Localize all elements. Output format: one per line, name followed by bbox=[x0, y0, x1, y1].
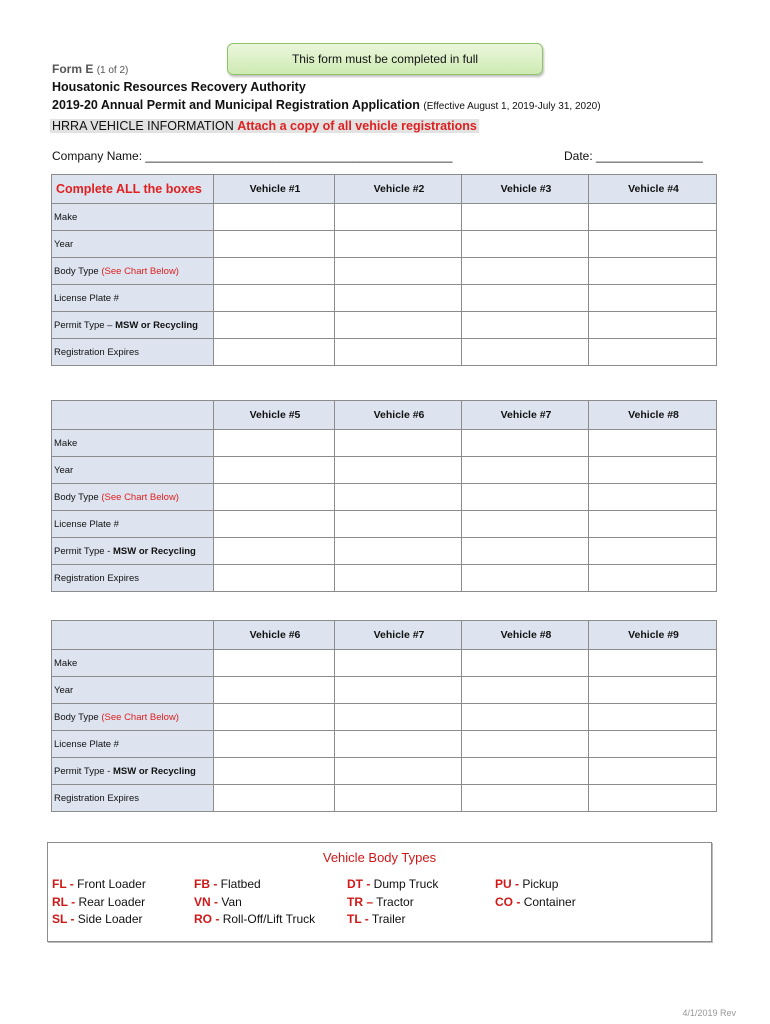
table-row bbox=[52, 258, 717, 285]
table-row bbox=[52, 704, 717, 731]
body-type-cell[interactable] bbox=[335, 484, 462, 511]
table-row bbox=[52, 731, 717, 758]
see-chart-note: (See Chart Below) bbox=[101, 491, 179, 503]
row-label-year: Year bbox=[52, 231, 214, 258]
body-type-cell[interactable] bbox=[589, 484, 717, 511]
legend-code: RO - bbox=[194, 912, 220, 926]
legend-item bbox=[194, 911, 315, 929]
year-cell[interactable] bbox=[462, 457, 589, 484]
year-cell[interactable] bbox=[589, 231, 717, 258]
reg-expires-cell[interactable] bbox=[589, 785, 717, 812]
body-type-cell[interactable] bbox=[214, 704, 335, 731]
legend-code: TL - bbox=[347, 912, 369, 926]
revision-date: 4/1/2019 Rev bbox=[682, 1008, 736, 1018]
legend-code: RL - bbox=[52, 894, 76, 909]
legend-item bbox=[347, 876, 438, 894]
permit-cell[interactable] bbox=[589, 538, 717, 565]
make-cell[interactable] bbox=[462, 204, 589, 231]
vehicle-table-2 bbox=[51, 400, 717, 592]
body-type-text: Body Type bbox=[54, 265, 99, 277]
row-label-permit bbox=[52, 312, 214, 339]
make-cell[interactable] bbox=[335, 650, 462, 677]
application-title-text: 2019-20 Annual Permit and Municipal Registration Application bbox=[52, 98, 420, 112]
header-corner bbox=[52, 401, 214, 430]
legend-column-4 bbox=[495, 876, 576, 911]
license-cell[interactable] bbox=[214, 511, 335, 538]
row-label-license: License Plate # bbox=[52, 731, 214, 758]
make-cell[interactable] bbox=[589, 204, 717, 231]
legend-code: FB - bbox=[194, 877, 218, 891]
permit-text: Permit Type - bbox=[54, 545, 111, 557]
row-label-make: Make bbox=[52, 430, 214, 457]
row-label-body-type bbox=[52, 258, 214, 285]
vehicle-header: Vehicle #9 bbox=[589, 621, 717, 650]
permit-cell[interactable] bbox=[335, 312, 462, 339]
legend-item bbox=[194, 894, 315, 912]
header-corner bbox=[52, 621, 214, 650]
table-header-row bbox=[52, 621, 717, 650]
permit-cell[interactable] bbox=[589, 758, 717, 785]
reg-expires-cell[interactable] bbox=[214, 565, 335, 592]
legend-item bbox=[495, 876, 576, 894]
body-type-text: Body Type bbox=[54, 491, 99, 503]
body-type-cell[interactable] bbox=[462, 258, 589, 285]
table-row bbox=[52, 650, 717, 677]
org-name: Housatonic Resources Recovery Authority bbox=[52, 80, 306, 94]
table-row bbox=[52, 538, 717, 565]
legend-item bbox=[52, 876, 146, 894]
reg-expires-cell[interactable] bbox=[462, 785, 589, 812]
make-cell[interactable] bbox=[214, 430, 335, 457]
license-cell[interactable] bbox=[589, 285, 717, 312]
reg-expires-cell[interactable] bbox=[589, 339, 717, 366]
body-type-cell[interactable] bbox=[335, 704, 462, 731]
year-cell[interactable] bbox=[462, 231, 589, 258]
legend-name: Rear Loader bbox=[78, 894, 146, 909]
make-cell[interactable] bbox=[335, 430, 462, 457]
see-chart-note: (See Chart Below) bbox=[101, 711, 179, 723]
vehicle-header: Vehicle #6 bbox=[214, 621, 335, 650]
year-cell[interactable] bbox=[462, 677, 589, 704]
form-id bbox=[52, 62, 128, 76]
permit-cell[interactable] bbox=[214, 758, 335, 785]
legend-code: TR – bbox=[347, 894, 374, 909]
table-row bbox=[52, 231, 717, 258]
table-row bbox=[52, 204, 717, 231]
table-row bbox=[52, 785, 717, 812]
form-id-label: Form E bbox=[52, 62, 94, 76]
year-cell[interactable] bbox=[589, 677, 717, 704]
row-label-permit bbox=[52, 758, 214, 785]
date-field[interactable]: Date: ________________ bbox=[564, 149, 703, 163]
legend-name: Pickup bbox=[522, 877, 559, 891]
legend-item bbox=[52, 911, 146, 929]
license-cell[interactable] bbox=[335, 511, 462, 538]
legend-code: FL - bbox=[52, 877, 74, 891]
table-row bbox=[52, 484, 717, 511]
legend-name: Tractor bbox=[376, 894, 414, 909]
vehicle-table-1 bbox=[51, 174, 717, 366]
legend-column-1 bbox=[52, 876, 146, 929]
effective-dates: (Effective August 1, 2019-July 31, 2020) bbox=[423, 101, 601, 112]
license-cell[interactable] bbox=[589, 731, 717, 758]
table-row bbox=[52, 457, 717, 484]
year-cell[interactable] bbox=[214, 677, 335, 704]
body-type-cell[interactable] bbox=[335, 258, 462, 285]
reg-expires-cell[interactable] bbox=[589, 565, 717, 592]
complete-all-note: Complete ALL the boxes bbox=[52, 175, 214, 204]
make-cell[interactable] bbox=[589, 650, 717, 677]
body-type-cell[interactable] bbox=[589, 704, 717, 731]
section-title bbox=[50, 119, 479, 133]
body-type-cell[interactable] bbox=[462, 704, 589, 731]
reg-expires-cell[interactable] bbox=[462, 339, 589, 366]
section-title-text: HRRA VEHICLE INFORMATION bbox=[52, 119, 234, 133]
table-row bbox=[52, 758, 717, 785]
vehicle-header: Vehicle #1 bbox=[214, 175, 335, 204]
section-note: Attach a copy of all vehicle registrations bbox=[237, 119, 477, 133]
vehicle-header: Vehicle #4 bbox=[589, 175, 717, 204]
year-cell[interactable] bbox=[335, 677, 462, 704]
permit-options: MSW or Recycling bbox=[112, 545, 196, 557]
legend-name: Flatbed bbox=[220, 877, 261, 891]
legend-code: PU - bbox=[495, 877, 519, 891]
row-label-make: Make bbox=[52, 204, 214, 231]
body-type-cell[interactable] bbox=[214, 484, 335, 511]
reg-expires-cell[interactable] bbox=[462, 565, 589, 592]
legend-name: Dump Truck bbox=[373, 877, 439, 891]
legend-item bbox=[52, 894, 146, 912]
permit-options: MSW or Recycling bbox=[112, 765, 196, 777]
completion-notice: This form must be completed in full bbox=[227, 43, 543, 75]
vehicle-header: Vehicle #3 bbox=[462, 175, 589, 204]
table-row bbox=[52, 511, 717, 538]
legend-name: Side Loader bbox=[77, 912, 143, 926]
table-row bbox=[52, 677, 717, 704]
vehicle-header: Vehicle #8 bbox=[462, 621, 589, 650]
reg-expires-cell[interactable] bbox=[214, 785, 335, 812]
row-label-reg-expires: Registration Expires bbox=[52, 565, 214, 592]
year-cell[interactable] bbox=[335, 457, 462, 484]
legend-name: Van bbox=[221, 894, 242, 909]
year-cell[interactable] bbox=[589, 457, 717, 484]
legend-code: VN - bbox=[194, 894, 218, 909]
legend-item bbox=[347, 894, 438, 912]
legend-code: SL - bbox=[52, 912, 75, 926]
vehicle-header: Vehicle #7 bbox=[462, 401, 589, 430]
row-label-body-type bbox=[52, 704, 214, 731]
legend-code: DT - bbox=[347, 877, 371, 891]
reg-expires-cell[interactable] bbox=[335, 785, 462, 812]
permit-cell[interactable] bbox=[462, 538, 589, 565]
license-cell[interactable] bbox=[214, 731, 335, 758]
legend-name: Front Loader bbox=[77, 877, 146, 891]
permit-cell[interactable] bbox=[214, 312, 335, 339]
reg-expires-cell[interactable] bbox=[335, 565, 462, 592]
permit-text: Permit Type – bbox=[54, 319, 113, 331]
table-row bbox=[52, 312, 717, 339]
license-cell[interactable] bbox=[335, 731, 462, 758]
legend-column-3 bbox=[347, 876, 438, 929]
row-label-license: License Plate # bbox=[52, 285, 214, 312]
permit-text: Permit Type - bbox=[54, 765, 111, 777]
legend-item bbox=[495, 894, 576, 912]
legend-name: Trailer bbox=[371, 912, 406, 926]
vehicle-header: Vehicle #2 bbox=[335, 175, 462, 204]
body-type-text: Body Type bbox=[54, 711, 99, 723]
row-label-permit bbox=[52, 538, 214, 565]
application-title bbox=[52, 98, 601, 112]
row-label-year: Year bbox=[52, 677, 214, 704]
make-cell[interactable] bbox=[214, 204, 335, 231]
vehicle-table-3 bbox=[51, 620, 717, 812]
license-cell[interactable] bbox=[214, 285, 335, 312]
permit-cell[interactable] bbox=[462, 312, 589, 339]
company-name-field[interactable]: Company Name: ______________________________________________ bbox=[52, 149, 453, 163]
body-type-cell[interactable] bbox=[462, 484, 589, 511]
body-type-cell[interactable] bbox=[589, 258, 717, 285]
legend-name: Container bbox=[523, 894, 576, 909]
license-cell[interactable] bbox=[462, 285, 589, 312]
vehicle-header: Vehicle #7 bbox=[335, 621, 462, 650]
legend-code: CO - bbox=[495, 894, 521, 909]
legend-item bbox=[347, 911, 438, 929]
permit-cell[interactable] bbox=[335, 538, 462, 565]
vehicle-header: Vehicle #8 bbox=[589, 401, 717, 430]
permit-cell[interactable] bbox=[589, 312, 717, 339]
form-page: (1 of 2) bbox=[96, 65, 129, 76]
year-cell[interactable] bbox=[335, 231, 462, 258]
vehicle-header: Vehicle #6 bbox=[335, 401, 462, 430]
license-cell[interactable] bbox=[589, 511, 717, 538]
vehicle-header: Vehicle #5 bbox=[214, 401, 335, 430]
legend-name: Roll-Off/Lift Truck bbox=[222, 912, 316, 926]
reg-expires-cell[interactable] bbox=[335, 339, 462, 366]
table-header-row bbox=[52, 175, 717, 204]
reg-expires-cell[interactable] bbox=[214, 339, 335, 366]
table-row bbox=[52, 565, 717, 592]
make-cell[interactable] bbox=[589, 430, 717, 457]
table-row bbox=[52, 285, 717, 312]
row-label-license: License Plate # bbox=[52, 511, 214, 538]
permit-cell[interactable] bbox=[462, 758, 589, 785]
make-cell[interactable] bbox=[214, 650, 335, 677]
row-label-make: Make bbox=[52, 650, 214, 677]
license-cell[interactable] bbox=[462, 511, 589, 538]
body-types-legend bbox=[47, 842, 712, 942]
table-header-row bbox=[52, 401, 717, 430]
table-row bbox=[52, 430, 717, 457]
see-chart-note: (See Chart Below) bbox=[101, 265, 179, 277]
make-cell[interactable] bbox=[462, 650, 589, 677]
legend-column-2 bbox=[194, 876, 315, 929]
permit-cell[interactable] bbox=[335, 758, 462, 785]
make-cell[interactable] bbox=[462, 430, 589, 457]
permit-options: MSW or Recycling bbox=[115, 319, 198, 331]
year-cell[interactable] bbox=[214, 457, 335, 484]
make-cell[interactable] bbox=[335, 204, 462, 231]
license-cell[interactable] bbox=[335, 285, 462, 312]
row-label-reg-expires: Registration Expires bbox=[52, 339, 214, 366]
row-label-body-type bbox=[52, 484, 214, 511]
table-row bbox=[52, 339, 717, 366]
license-cell[interactable] bbox=[462, 731, 589, 758]
legend-item bbox=[194, 876, 315, 894]
body-type-cell[interactable] bbox=[214, 258, 335, 285]
row-label-reg-expires: Registration Expires bbox=[52, 785, 214, 812]
legend-title: Vehicle Body Types bbox=[322, 850, 437, 865]
permit-cell[interactable] bbox=[214, 538, 335, 565]
year-cell[interactable] bbox=[214, 231, 335, 258]
row-label-year: Year bbox=[52, 457, 214, 484]
